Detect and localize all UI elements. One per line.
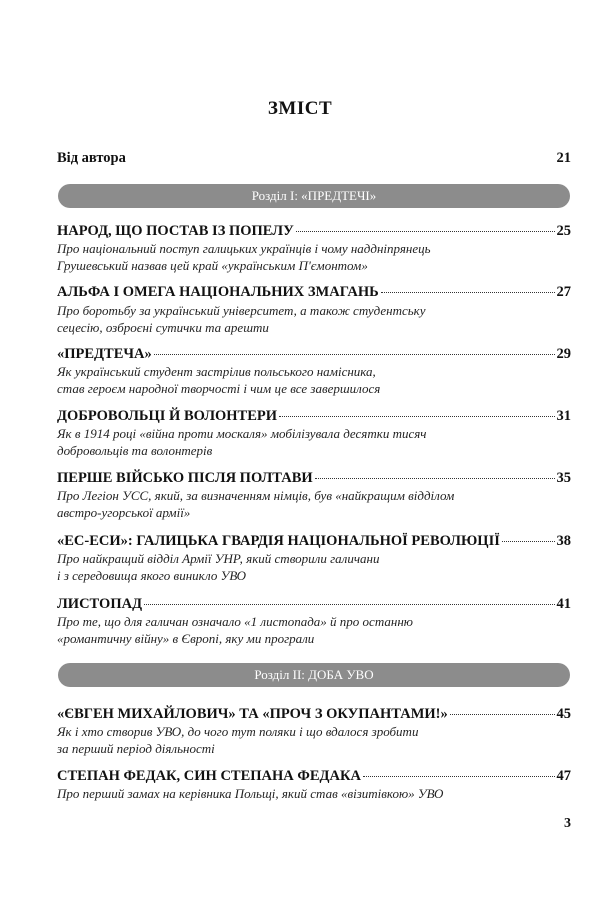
toc-entry: [57, 706, 571, 723]
toc-entry: [57, 533, 571, 550]
toc-entry: [57, 223, 571, 240]
entry-title: АЛЬФА І ОМЕГА НАЦІОНАЛЬНИХ ЗМАГАНЬ: [57, 284, 379, 300]
toc-entry: [57, 470, 571, 487]
entry-description: [57, 487, 571, 521]
toc-entry: [57, 284, 571, 301]
entry-page: 45: [556, 706, 571, 722]
entry-title: «ПРЕДТЕЧА»: [57, 346, 152, 362]
desc-line: Як і хто створив УВО, до чого тут поляки і що вдалося зробити: [57, 724, 419, 739]
section-banner: Розділ II: ДОБА УВО: [58, 663, 570, 687]
toc-entry: [57, 596, 571, 613]
desc-line: Про найкращий відділ Армії УНР, який створили галичани: [57, 551, 380, 566]
leader-dots: [315, 477, 555, 479]
leader-dots: [144, 603, 554, 605]
desc-line: сецесію, озброєні сутички та арешти: [57, 320, 269, 335]
page-title: ЗМІСТ: [267, 98, 333, 119]
desc-line: і з середовища якого виникло УВО: [57, 568, 247, 583]
entry-title: «ЄВГЕН МИХАЙЛОВИЧ» ТА «ПРОЧ З ОКУПАНТАМИ!»: [57, 706, 448, 722]
desc-line: добровольців та волонтерів: [57, 443, 213, 458]
desc-line: Як в 1914 році «війна проти москаля» мобілізувала десятки тисяч: [57, 426, 427, 441]
desc-line: Про Легіон УСС, який, за визначенням німців, був «найкращим відділом: [57, 488, 455, 503]
entry-page: 31: [556, 408, 571, 424]
desc-line: став героєм народної творчості і чим це все завершилося: [57, 381, 381, 396]
leader-dots: [296, 230, 555, 232]
leader-dots: [381, 291, 555, 293]
leader-dots: [154, 353, 555, 355]
desc-line: Про боротьбу за український університет, а також студентську: [57, 303, 426, 318]
entry-title: Від автора: [57, 150, 126, 166]
entry-page: 47: [556, 768, 571, 784]
entry-title: ПЕРШЕ ВІЙСЬКО ПІСЛЯ ПОЛТАВИ: [57, 470, 313, 486]
entry-page: 38: [556, 533, 571, 549]
entry-description: [57, 363, 571, 397]
entry-page: 25: [556, 223, 571, 239]
desc-line: Грушевський назвав цей край «українським П'ємонтом»: [57, 258, 368, 273]
toc-entry: [57, 768, 571, 785]
desc-line: Як український студент застрілив польського намісника,: [57, 364, 376, 379]
entry-title: ЛИСТОПАД: [57, 596, 143, 612]
entry-title: СТЕПАН ФЕДАК, СИН СТЕПАНА ФЕДАКА: [57, 768, 361, 784]
entry-title: ДОБРОВОЛЬЦІ Й ВОЛОНТЕРИ: [57, 408, 278, 424]
leader-dots: [363, 775, 555, 777]
entry-page: 29: [556, 346, 571, 362]
entry-description: [57, 425, 571, 459]
entry-description: [57, 723, 571, 757]
desc-line: за перший період діяльності: [57, 741, 215, 756]
desc-line: Про національний поступ галицьких українців і чому наддніпрянець: [57, 241, 431, 256]
entry-description: [57, 550, 571, 584]
leader-dots: [128, 158, 555, 159]
entry-page: 27: [556, 284, 571, 300]
page-number: 3: [564, 816, 571, 831]
toc-entry: [57, 346, 571, 363]
entry-page: 41: [556, 596, 571, 612]
section-banner: Розділ I: «ПРЕДТЕЧІ»: [58, 184, 570, 208]
leader-dots: [450, 713, 555, 715]
entry-title: НАРОД, ЩО ПОСТАВ ІЗ ПОПЕЛУ: [57, 223, 294, 239]
entry-title: «ЕС-ЕСИ»: ГАЛИЦЬКА ГВАРДІЯ НАЦІОНАЛЬНОЇ РЕВОЛЮЦІЇ: [57, 533, 500, 549]
toc-entry: [57, 408, 571, 425]
desc-line: Про перший замах на керівника Польщі, який став «візитівкою» УВО: [57, 786, 444, 801]
entry-description: [57, 785, 571, 802]
leader-dots: [502, 540, 555, 542]
desc-line: австро-угорської армії»: [57, 505, 191, 520]
entry-description: [57, 302, 571, 336]
entry-page: 35: [556, 470, 571, 486]
entry-page: 21: [556, 150, 571, 166]
leader-dots: [279, 415, 554, 417]
desc-line: «романтичну війну» в Європі, яку ми програли: [57, 631, 315, 646]
author-entry: [57, 150, 571, 167]
entry-description: [57, 613, 571, 647]
desc-line: Про те, що для галичан означало «1 листопада» й про останню: [57, 614, 413, 629]
entry-description: [57, 240, 571, 274]
